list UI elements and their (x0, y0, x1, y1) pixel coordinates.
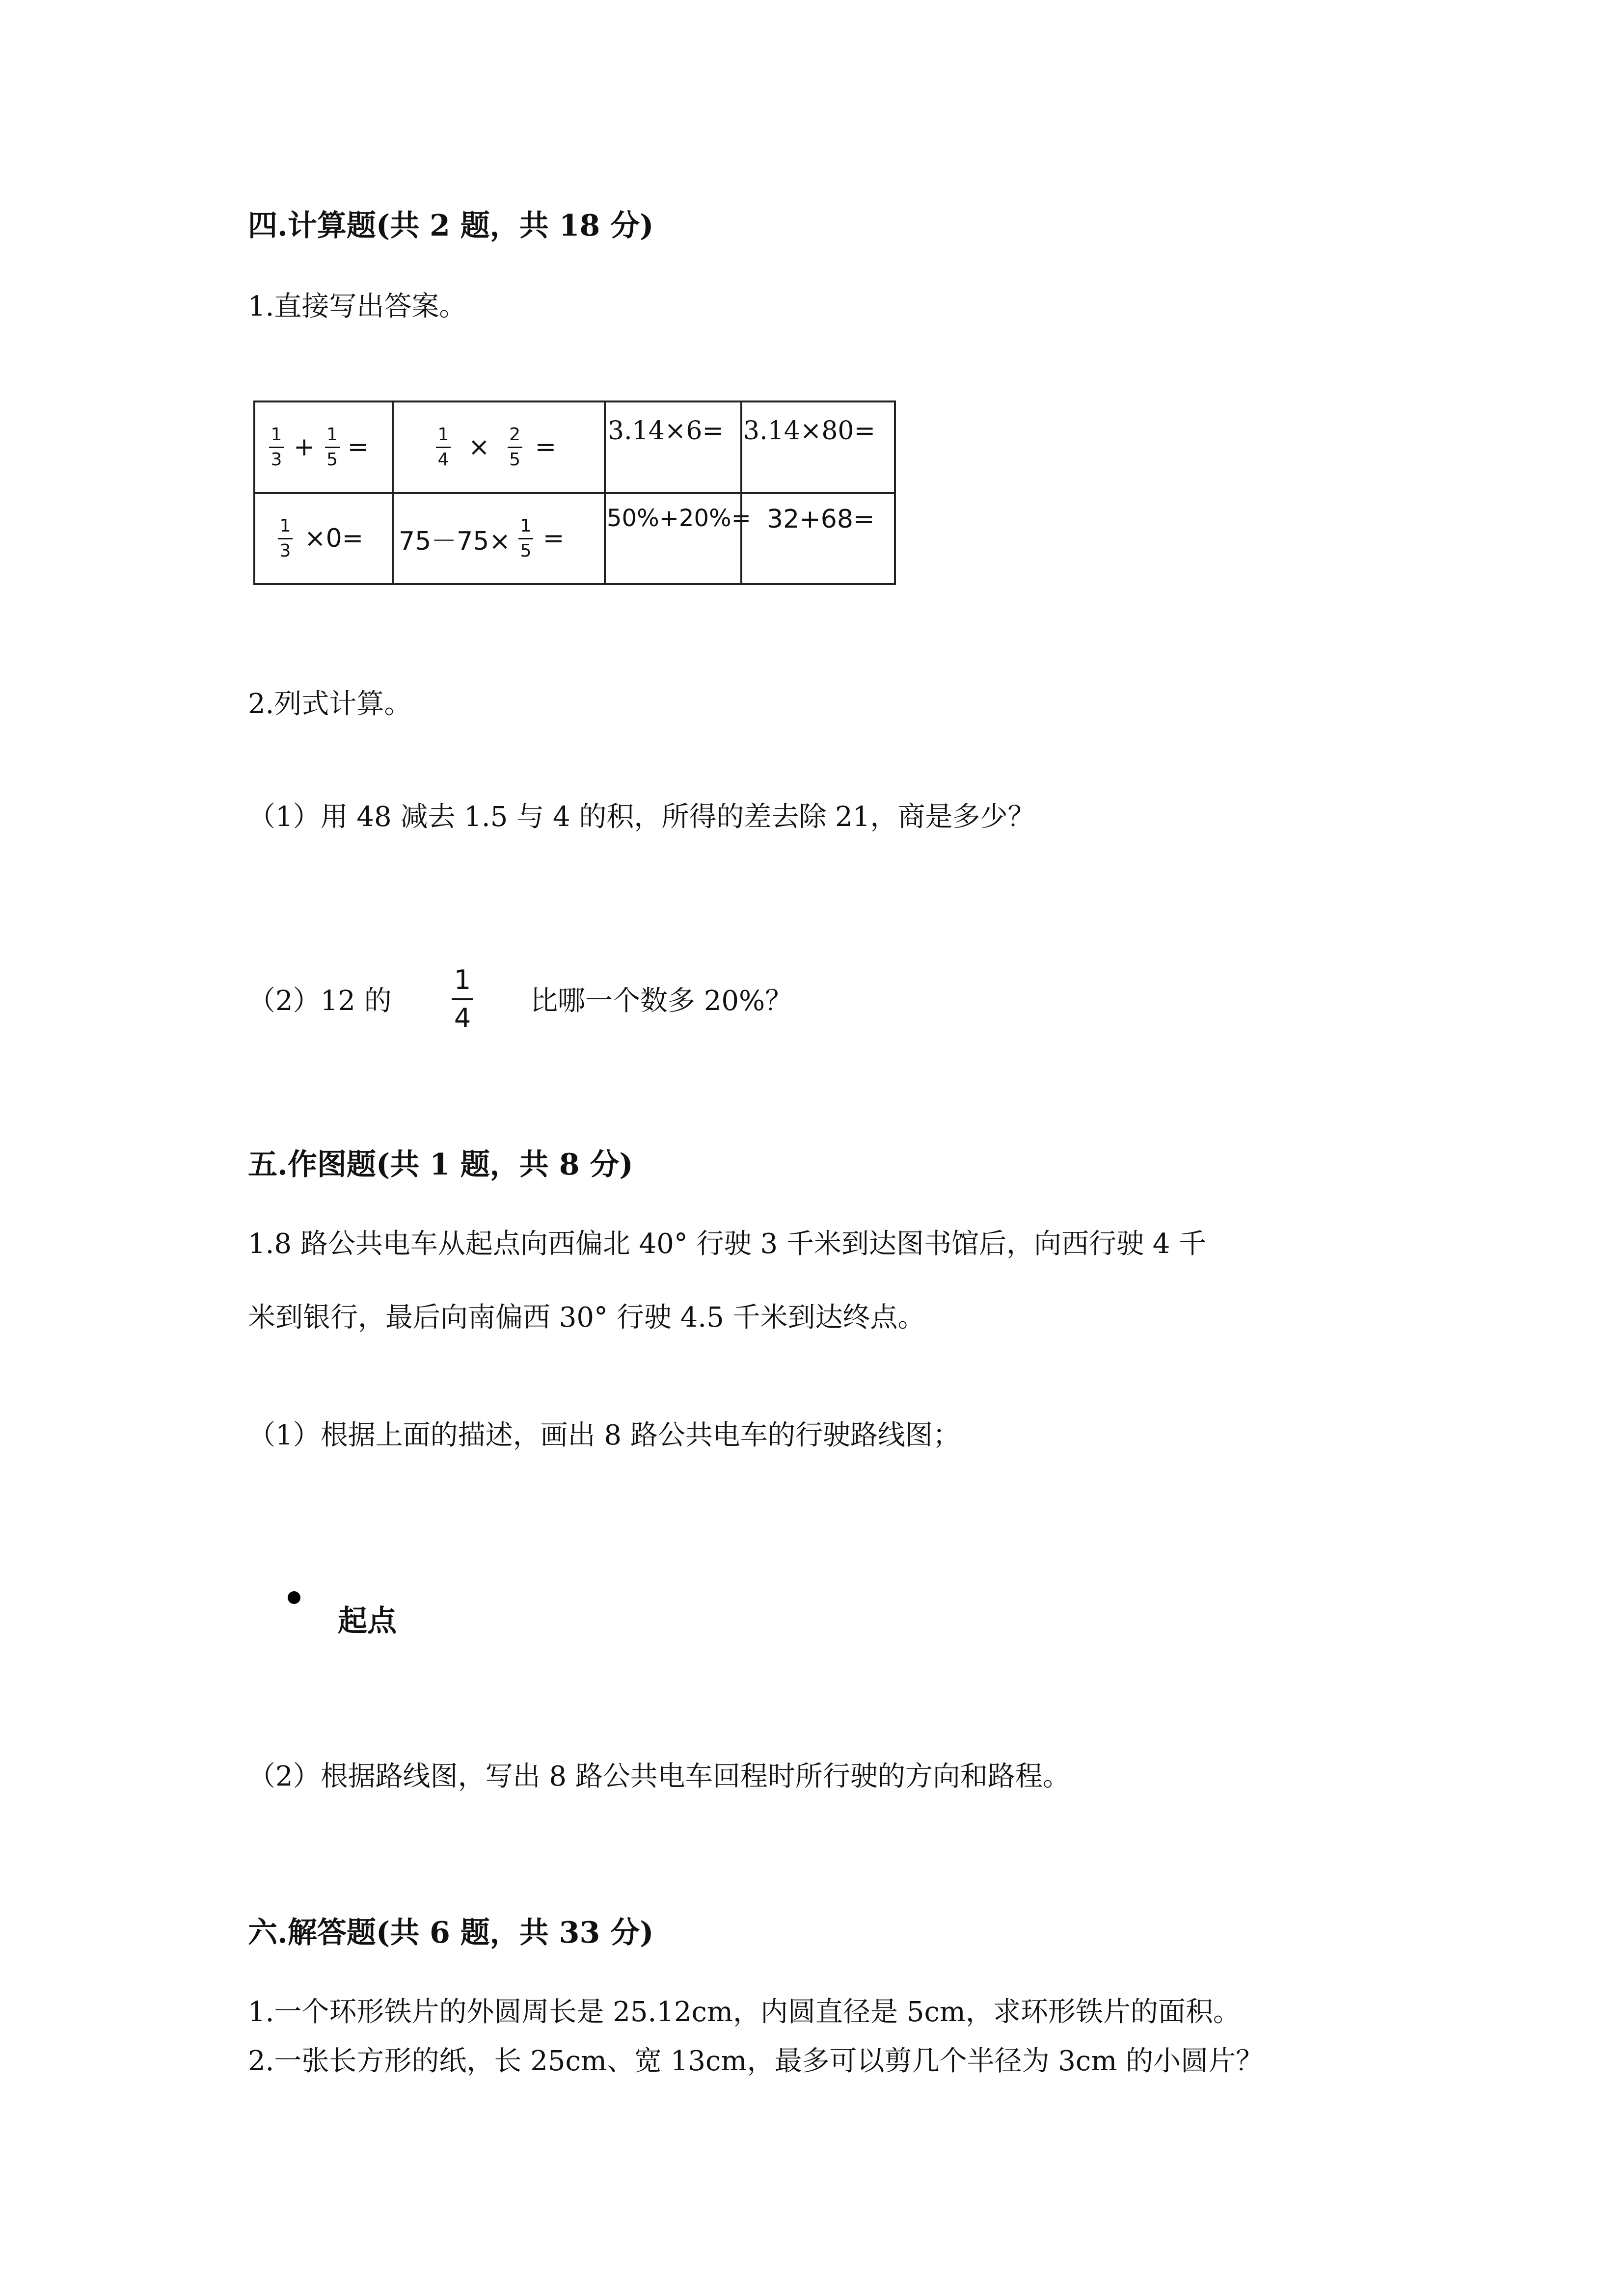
fraction (278, 517, 293, 560)
cell-text: ×0= (304, 524, 364, 553)
numerator: 1 (279, 515, 291, 536)
operator: × (468, 432, 490, 462)
cell-r2-c4 (741, 493, 895, 584)
question-4-1: 1.直接写出答案。 (248, 291, 467, 322)
cell-r1-c3 (605, 401, 741, 493)
fraction-quarter (452, 964, 473, 1034)
denominator: 3 (279, 540, 291, 561)
equals: = (347, 432, 369, 462)
equals: = (535, 432, 557, 462)
cell-r1-c2 (393, 401, 605, 493)
cell-r1-c1 (254, 401, 393, 493)
denominator: 4 (454, 1003, 471, 1034)
fraction (508, 426, 522, 469)
question-5-1-sub1: （1）根据上面的描述，画出 8 路公共电车的行驶路线图； (248, 1419, 960, 1451)
denominator: 5 (520, 540, 532, 561)
cell-text: 50%+20%= (607, 505, 751, 532)
denominator: 3 (271, 449, 282, 470)
cell-r2-c1 (254, 493, 393, 584)
fraction (325, 426, 340, 469)
section-5-title: 五.作图题(共 1 题，共 8 分) (248, 1148, 633, 1182)
question-6-2: 2.一张长方形的纸，长 25cm、宽 13cm，最多可以剪几个半径为 3cm 的小圆片？ (248, 2045, 1264, 2077)
cell-r2-c3 (605, 493, 751, 584)
cell-r2-c2 (393, 493, 605, 584)
fraction (436, 426, 451, 469)
question-5-1-sub2: （2）根据路线图，写出 8 路公共电车回程时所行驶的方向和路程。 (248, 1761, 1070, 1792)
cell-text: 75－75× (399, 526, 511, 556)
numerator: 1 (520, 515, 532, 536)
question-4-2-2-pre: （2）12 的 (248, 985, 392, 1017)
numerator: 2 (509, 424, 521, 445)
numerator: 1 (326, 424, 338, 445)
table-row (254, 493, 895, 584)
denominator: 5 (509, 449, 521, 470)
question-4-2-2-post: 比哪一个数多 20%？ (530, 985, 793, 1017)
question-6-1: 1.一个环形铁片的外圆周长是 25.12cm，内圆直径是 5cm，求环形铁片的面积。 (248, 1996, 1241, 2028)
numerator: 1 (454, 964, 471, 995)
fraction (518, 517, 533, 560)
operator: + (294, 432, 315, 462)
start-point-dot (288, 1591, 300, 1604)
cell-text: 3.14×6= (608, 416, 724, 446)
table-row (254, 401, 895, 493)
denominator: 5 (326, 449, 338, 470)
question-4-2: 2.列式计算。 (248, 688, 412, 720)
section-6-title: 六.解答题(共 6 题，共 33 分) (248, 1916, 654, 1950)
equals: = (542, 524, 565, 553)
calc-table (253, 400, 896, 585)
cell-text: 32+68= (767, 505, 875, 534)
numerator: 1 (271, 424, 282, 445)
section-4-title: 四.计算题(共 2 题，共 18 分) (248, 209, 654, 243)
question-5-1-line1: 1.8 路公共电车从起点向西偏北 40° 行驶 3 千米到达图书馆后，向西行驶 4 千 (248, 1228, 1207, 1260)
question-4-2-1: （1）用 48 减去 1.5 与 4 的积，所得的差去除 21，商是多少？ (248, 801, 1035, 833)
fraction (269, 426, 284, 469)
cell-text: 3.14×80= (743, 416, 876, 446)
denominator: 4 (437, 449, 449, 470)
start-point-label: 起点 (338, 1604, 397, 1638)
cell-r1-c4 (741, 401, 895, 493)
question-5-1-line2: 米到银行，最后向南偏西 30° 行驶 4.5 千米到达终点。 (248, 1302, 925, 1334)
numerator: 1 (437, 424, 449, 445)
